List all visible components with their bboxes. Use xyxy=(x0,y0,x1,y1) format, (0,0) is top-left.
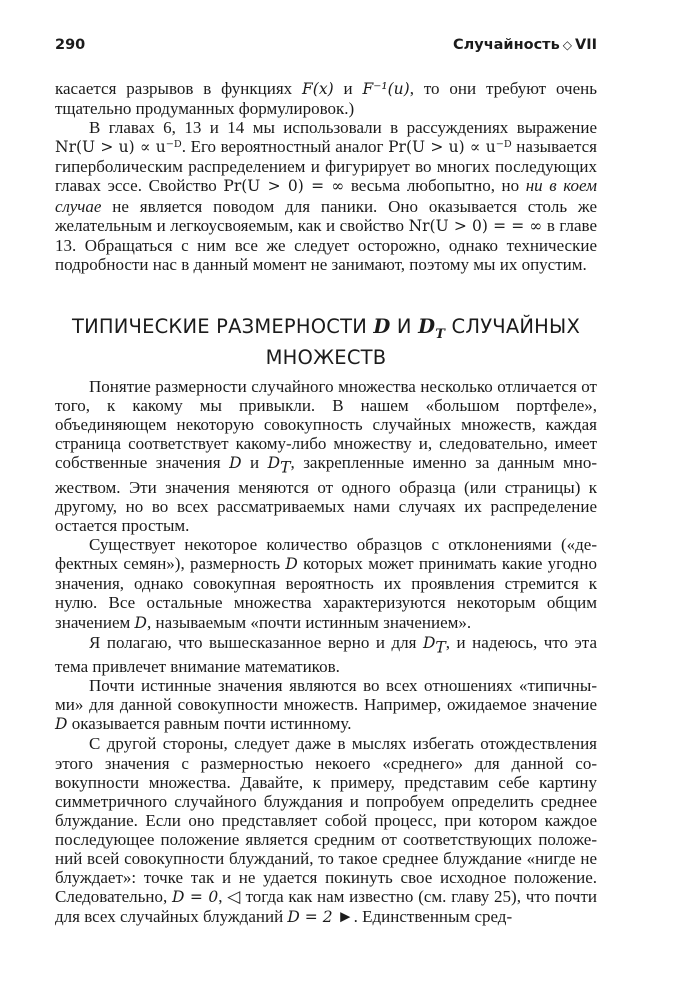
math-inline: D xyxy=(134,613,147,632)
math-inline: Pr(U > 0) = ∞ xyxy=(223,177,345,196)
math-inline: Nr(U > u) ∝ u⁻ᴰ xyxy=(55,138,182,157)
math-subscript: T xyxy=(435,326,446,342)
math-inline: F(x) xyxy=(302,80,334,98)
running-header xyxy=(55,33,597,59)
running-title xyxy=(453,37,597,53)
heading-text: И xyxy=(390,315,419,338)
math-inline: Pr(U > u) ∝ u⁻ᴰ xyxy=(388,138,512,157)
math-inline: D xyxy=(229,454,242,473)
paragraph xyxy=(55,676,597,734)
math-subscript: T xyxy=(280,458,291,477)
math-inline: F⁻¹(u) xyxy=(362,80,410,98)
emphasis-text: ни в коем случае xyxy=(55,176,598,216)
math-subscript: T xyxy=(435,638,446,656)
text-run: . Его вероятностный аналог xyxy=(181,137,389,157)
text-run: и xyxy=(241,453,268,473)
text-run: , ◁ тогда как нам известно (см. главу 25), что почти для всех случайных блужданий xyxy=(55,887,597,927)
paragraph xyxy=(55,535,597,632)
math-inline: D xyxy=(285,555,298,574)
paragraph xyxy=(55,79,597,118)
text-run: касается разрывов в функциях xyxy=(55,79,303,98)
text-run: не является поводом для паники. Оно оказывается столь же желательным и легкоусвояемым, как и свойство xyxy=(55,196,597,235)
math-inline: D = 0 xyxy=(172,888,219,907)
text-run: ►. Единственным сред- xyxy=(332,907,513,927)
chapter-title: Случайность xyxy=(452,37,560,53)
math-inline: D xyxy=(267,454,281,473)
text-run: Почти истинные значения являются во всех отношениях «типичными» для данной совокупности множеств. Например, ожидаемое значение xyxy=(55,676,597,715)
heading-text: ТИПИЧЕСКИЕ РАЗМЕРНОСТИ xyxy=(71,315,374,338)
text-run: и xyxy=(333,79,363,98)
text-run: Существует некоторое количество образцов с отклонениями («дефектных семян»), размерность xyxy=(55,535,597,574)
section-heading xyxy=(55,315,597,369)
text-run: , то они требуют очень тщательно продуманных формулировок.) xyxy=(55,79,597,119)
paragraph xyxy=(55,734,597,927)
text-run: В главах 6, 13 и 14 мы использовали в рассуждениях выражение xyxy=(89,118,597,138)
text-run: , называемым «почти истинным значением». xyxy=(146,612,472,632)
math-symbol: D xyxy=(418,315,436,338)
paragraph xyxy=(55,118,597,274)
text-run: которых может принимать какие угодно значения, однако совокупная вероятность их проявления стремится к нулю. Все остальные множества характеризуются некоторым общим значением xyxy=(55,554,597,632)
text-run: весьма любопытно, но xyxy=(344,176,526,196)
text-run: С другой стороны, следует даже в мыслях избегать отождествления этого значения с размерностью некоего «среднего» для данной совокупности множества. Давайте, к примеру, представим себе картину симметричного случайного блуждания и попробуем определить среднее блуждание. Если оно представляет собой процесс, при котором каждое последующее положение является средним от соответствующих положений всей совокупности блужданий, то такое среднее блуждание «нигде не блуждает»: точке так и не удается покинуть свое исходное положение. Следовательно, xyxy=(55,734,597,907)
paragraph xyxy=(55,377,597,535)
text-run: , закрепленные именно за данным множеством. Эти значения меняются от одного образца (или страницы) к другому, но во всех рассматриваемых нами случаях их распределение остается простым. xyxy=(55,453,598,536)
math-inline: D xyxy=(422,633,436,652)
section-body xyxy=(55,377,597,927)
text-run: Я полагаю, что вышесказанное верно и для xyxy=(89,632,423,652)
page-number: 290 xyxy=(55,37,86,53)
text-run: , и надеюсь, что эта тема привлечет внимание математиков. xyxy=(55,632,597,677)
heading-text: СЛУЧАЙНЫХ МНОЖЕСТВ xyxy=(265,315,581,369)
continued-text xyxy=(55,79,597,274)
paragraph xyxy=(55,633,597,677)
diamond-separator-icon: ◇ xyxy=(562,38,572,52)
math-inline: D = 2 xyxy=(287,908,333,927)
text-run: оказывается равным почти истинному. xyxy=(67,714,352,734)
math-inline: Nr(U > 0) = = ∞ xyxy=(408,216,543,235)
text-run: в главе 13. Обращаться с ним все же следует осторожно, однако технические подробности нас в данный момент не занимают, поэтому мы их опустим. xyxy=(55,215,597,274)
part-number: VII xyxy=(574,37,597,53)
text-run: называется гиперболическим распределением и фигурирует во многих последующих главах эссе. Свойство xyxy=(55,137,597,196)
math-symbol: D xyxy=(373,315,391,338)
math-inline: D xyxy=(55,715,68,734)
text-run: Понятие размерности случайного множества несколько отличается от того, к какому мы привыкли. В нашем «большом портфеле», объединяющем некоторую совокупность случайных множеств, каждая страница соответствует какому-либо множеству и, следовательно, имеет собственные значения xyxy=(55,377,597,473)
